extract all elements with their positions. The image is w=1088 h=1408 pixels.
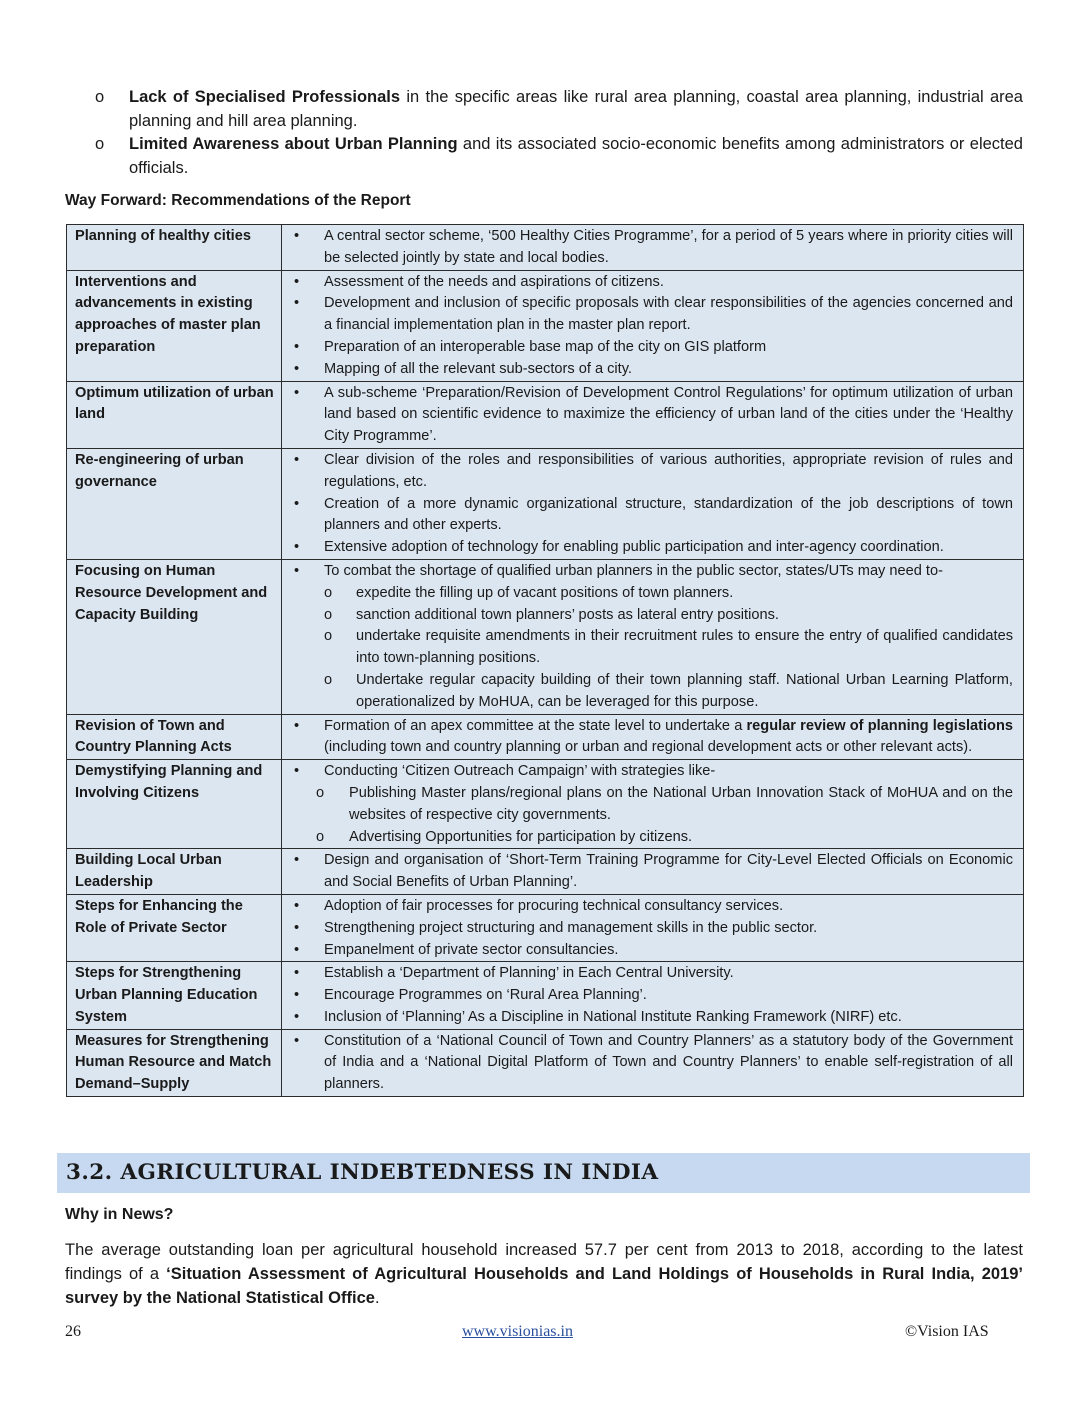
bullet-marker: • [294, 965, 300, 982]
bullet-marker: • [294, 228, 300, 244]
bullet-item [294, 337, 1013, 359]
sub-marker: o [324, 606, 333, 623]
sub-item [294, 783, 1013, 827]
row-heading: Steps for Enhancing the Role of Private Sector [67, 894, 282, 961]
recommendations-table [66, 224, 1024, 1097]
bullet-text: Assessment of the needs and aspirations of citizens. [324, 273, 664, 290]
bullet-item [294, 1007, 1013, 1029]
bullet-marker: • [294, 987, 300, 1004]
news-paragraph [65, 1238, 1023, 1310]
paragraph-text: The average outstanding loan per agricultural household increased 57.7 per cent from 2013 to 2018, according to the latest findings of a [65, 1241, 1023, 1283]
bullet-text: Establish a ‘Department of Planning’ in Each Central University. [324, 965, 734, 982]
sub-marker: o [324, 628, 333, 645]
row-heading: Steps for Strengthening Urban Planning Education System [67, 962, 282, 1029]
sub-marker: o [316, 784, 325, 801]
table-row [67, 448, 1024, 559]
bullet-item [294, 985, 1013, 1007]
row-content [282, 225, 1024, 271]
bullet-marker: • [294, 451, 300, 468]
row-heading: Demystifying Planning and Involving Citizens [67, 760, 282, 849]
intro-item [65, 86, 1023, 133]
sub-item [294, 605, 1013, 627]
bullet-marker: • [294, 360, 300, 377]
bullet-text: Clear division of the roles and responsibilities of various authorities, appropriate revision of rules and regulations, etc. [324, 451, 1013, 490]
row-content [282, 559, 1024, 714]
bullet-text: A central sector scheme, ‘500 Healthy Cities Programme’, for a period of 5 years where in priority cities will be selected jointly by state and local bodies. [324, 228, 1013, 266]
sub-marker: o [316, 828, 325, 845]
row-content [282, 894, 1024, 961]
row-content [282, 962, 1024, 1029]
sub-marker: o [324, 584, 333, 601]
bullet-item [294, 896, 1013, 918]
bullet-text: Conducting ‘Citizen Outreach Campaign’ with strategies like- [324, 763, 716, 780]
row-content [282, 760, 1024, 849]
intro-text: in the specific areas like rural area planning, coastal area planning, industrial area planning and hill area planning. [129, 88, 1023, 130]
bullet-marker: • [294, 897, 300, 914]
table-row [67, 381, 1024, 448]
table-row [67, 962, 1024, 1029]
bullet-item [294, 494, 1013, 538]
bullet-marker: • [294, 495, 300, 512]
bullet-marker: • [294, 763, 300, 780]
bullet-item [294, 561, 1013, 583]
page-number: 26 [65, 1323, 81, 1340]
bullet-text: Constitution of a ‘National Council of Town and Country Planners’ as a statutory body of the Government of India and a ‘National Digital Platform of Town and Country Planners’ to enable self-registration of all planners. [324, 1032, 1013, 1093]
row-heading: Interventions and advancements in existing approaches of master plan preparation [67, 270, 282, 381]
bullet-marker: • [294, 852, 300, 869]
intro-marker: o [95, 88, 105, 106]
intro-text: and its associated socio-economic benefits among administrators or elected officials. [129, 135, 1023, 177]
table-row [67, 760, 1024, 849]
table-row [67, 225, 1024, 271]
bullet-marker: • [294, 919, 300, 936]
sub-text: Undertake regular capacity building of their town planning staff. National Urban Learning Platform, operationalized by MoHUA, can be leveraged for this purpose. [356, 671, 1013, 710]
sub-text: Publishing Master plans/regional plans on the National Urban Innovation Stack of MoHUA and on the websites of respective city governments. [349, 784, 1013, 823]
bullet-text: To combat the shortage of qualified urban planners in the public sector, states/UTs may need to- [324, 562, 943, 579]
copyright: ©Vision IAS [905, 1323, 989, 1340]
bullet-text: A sub-scheme ‘Preparation/Revision of Development Control Regulations’ for optimum utilization of urban land based on scientific evidence to maximize the efficiency of urban land of the cities under the ‘Healthy City Programme’. [324, 384, 1013, 445]
bullet-item [294, 383, 1013, 448]
bullet-item [294, 272, 1013, 294]
table-row [67, 849, 1024, 895]
bullet-item [294, 450, 1013, 494]
section-heading: 3.2. AGRICULTURAL INDEBTEDNESS IN INDIA [57, 1153, 1030, 1193]
row-heading: Building Local Urban Leadership [67, 849, 282, 895]
row-heading: Focusing on Human Resource Development and Capacity Building [67, 559, 282, 714]
bullet-text: Mapping of all the relevant sub-sectors of a city. [324, 360, 632, 377]
bullet-item [294, 1031, 1013, 1096]
row-content [282, 849, 1024, 895]
bullet-text: Formation of an apex committee at the state level to undertake a [324, 717, 747, 734]
bullet-marker: • [294, 562, 300, 579]
intro-marker: o [95, 135, 105, 153]
bullet-text: Strengthening project structuring and management skills in the public sector. [324, 919, 818, 936]
row-content [282, 270, 1024, 381]
bullet-item [294, 850, 1013, 894]
bullet-text: Development and inclusion of specific proposals with clear responsibilities of the agencies concerned and a financial implementation plan in the master plan report. [324, 295, 1013, 334]
bullet-item [294, 359, 1013, 381]
table-row [67, 559, 1024, 714]
bullet-text: Empanelment of private sector consultancies. [324, 941, 619, 958]
bullet-item [294, 918, 1013, 940]
sub-item [294, 670, 1013, 714]
bullet-item [294, 940, 1013, 962]
sub-text: undertake requisite amendments in their recruitment rules to ensure the entry of qualified candidates into town-planning positions. [356, 628, 1013, 667]
intro-bold: Lack of Specialised Professionals [129, 88, 401, 106]
bullet-marker: • [294, 338, 300, 355]
sub-marker: o [324, 671, 333, 688]
sub-item [294, 583, 1013, 605]
row-content [282, 381, 1024, 448]
bullet-marker: • [294, 295, 300, 312]
bullet-text: Adoption of fair processes for procuring technical consultancy services. [324, 897, 784, 914]
intro-list [65, 86, 1023, 180]
bullet-text: Creation of a more dynamic organizational structure, standardization of the job descriptions of town planners and other experts. [324, 495, 1013, 534]
bullet-text: Design and organisation of ‘Short-Term Training Programme for City-Level Elected Officials on Economic and Social Benefits of Urban Planning’. [324, 852, 1013, 891]
bullet-item [294, 761, 1013, 783]
bullet-item [294, 716, 1013, 760]
row-heading: Planning of healthy cities [67, 225, 282, 271]
website-link[interactable]: www.visionias.in [462, 1323, 573, 1340]
table-row [67, 894, 1024, 961]
bullet-item [294, 293, 1013, 337]
bullet-marker: • [294, 717, 300, 734]
intro-item [65, 133, 1023, 180]
paragraph-bold: ‘Situation Assessment of Agricultural Households and Land Holdings of Households in Rural India, 2019’ survey by the National Statistical Office [65, 1265, 1023, 1307]
row-content [282, 448, 1024, 559]
why-in-news-title: Why in News? [65, 1206, 174, 1223]
bullet-text: Extensive adoption of technology for enabling public participation and inter-agency coordination. [324, 539, 944, 556]
intro-bold: Limited Awareness about Urban Planning [129, 135, 458, 153]
sub-text: Advertising Opportunities for participation by citizens. [349, 828, 693, 845]
bullet-text: Preparation of an interoperable base map of the city on GIS platform [324, 338, 767, 355]
bullet-item [294, 226, 1013, 270]
table-row [67, 270, 1024, 381]
sub-item [294, 626, 1013, 670]
bullet-marker: • [294, 539, 300, 556]
bullet-marker: • [294, 384, 300, 401]
bullet-bold-text: regular review of planning legislations [746, 717, 1013, 734]
row-heading: Re-engineering of urban governance [67, 448, 282, 559]
row-content [282, 714, 1024, 760]
bullet-marker: • [294, 273, 300, 290]
bullet-item [294, 963, 1013, 985]
bullet-text: Encourage Programmes on ‘Rural Area Planning’. [324, 987, 647, 1004]
bullet-marker: • [294, 1032, 300, 1049]
table-row [67, 1029, 1024, 1096]
row-content [282, 1029, 1024, 1096]
table-row [67, 714, 1024, 760]
way-forward-title: Way Forward: Recommendations of the Report [65, 192, 411, 209]
bullet-item [294, 537, 1013, 559]
sub-text: sanction additional town planners’ posts as lateral entry positions. [356, 606, 779, 623]
row-heading: Measures for Strengthening Human Resource and Match Demand–Supply [67, 1029, 282, 1096]
bullet-marker: • [294, 941, 300, 958]
bullet-marker: • [294, 1008, 300, 1025]
paragraph-after: . [374, 1289, 380, 1307]
row-heading: Optimum utilization of urban land [67, 381, 282, 448]
bullet-text: Inclusion of ‘Planning’ As a Discipline in National Institute Ranking Framework (NIRF) etc. [324, 1008, 902, 1025]
sub-text: expedite the filling up of vacant positions of town planners. [356, 584, 734, 601]
row-heading: Revision of Town and Country Planning Acts [67, 714, 282, 760]
sub-item [294, 827, 1013, 849]
bullet-text-after: (including town and country planning or urban and regional development acts or other relevant acts). [324, 739, 973, 756]
